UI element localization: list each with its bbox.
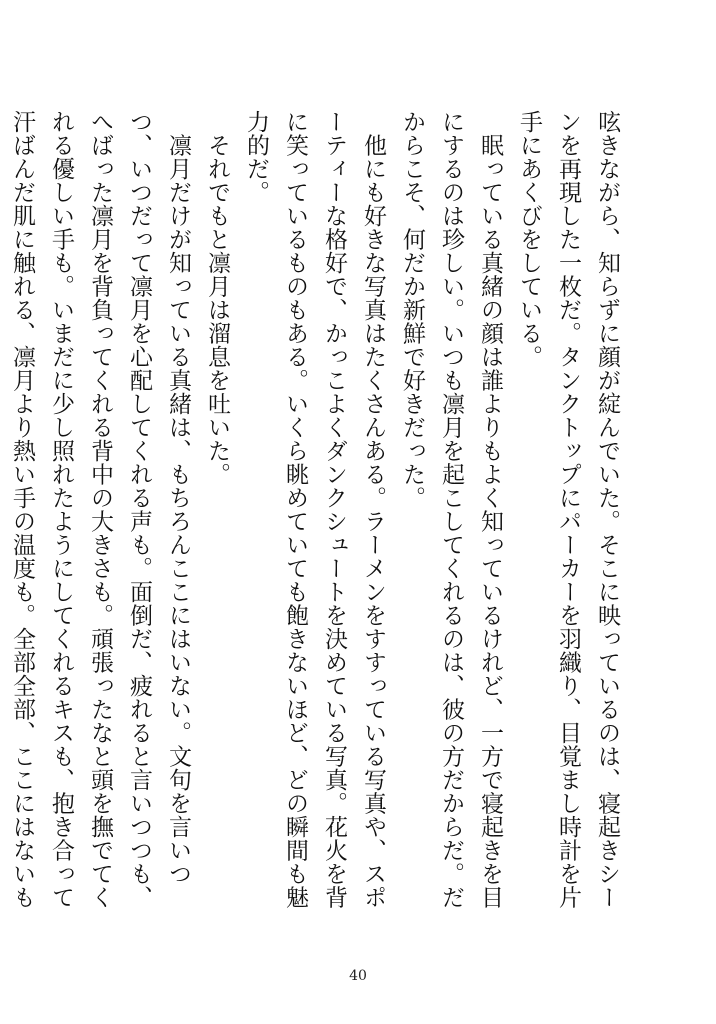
paragraph-3: 他にも好きな写真はたくさんある。ラーメンをすすっている写真や、スポーティーな格好で、かっこよくダンクシュートを決めている写真。花火を背に笑っているものもある。いくら眺めていても飽きないほど、どの瞬間も魅力的だ。: [243, 110, 386, 909]
paragraph-4: それでもと凛月は溜息を吐いた。: [204, 110, 230, 486]
vertical-body-text: [9, 110, 626, 910]
paragraph-2: 眠っている真緒の顔は誰よりもよく知っているけれど、一方で寝起きを目にするのは珍しい。いつも凛月を起こしてくれるのは、彼の方だからだ。だからこそ、何だか新鮮で好きだった。: [399, 110, 503, 909]
page-number: 40: [349, 968, 367, 984]
paragraph-5: 凛月だけが知っている真緒は、もちろんここにはいない。文句を言いつつ、いつだって凛月を心配してくれる声も。面倒だ、疲れると言いつつも、へばった凛月を背負ってくれる背中の大きさも。頑張ったなと頭を撫でてくれる優しい手も。いまだに少し照れたようにしてくれるキスも、抱き合って汗ばんだ肌に触れる、凛月より熱い手の温度も。全部全部、ここにはないも: [9, 110, 191, 909]
paragraph-1: 呟きながら、知らずに顔が綻んでいた。そこに映っているのは、寝起きシーンを再現した一枚だ。タンクトップにパーカーを羽織り、目覚まし時計を片手にあくびをしている。: [516, 110, 620, 909]
